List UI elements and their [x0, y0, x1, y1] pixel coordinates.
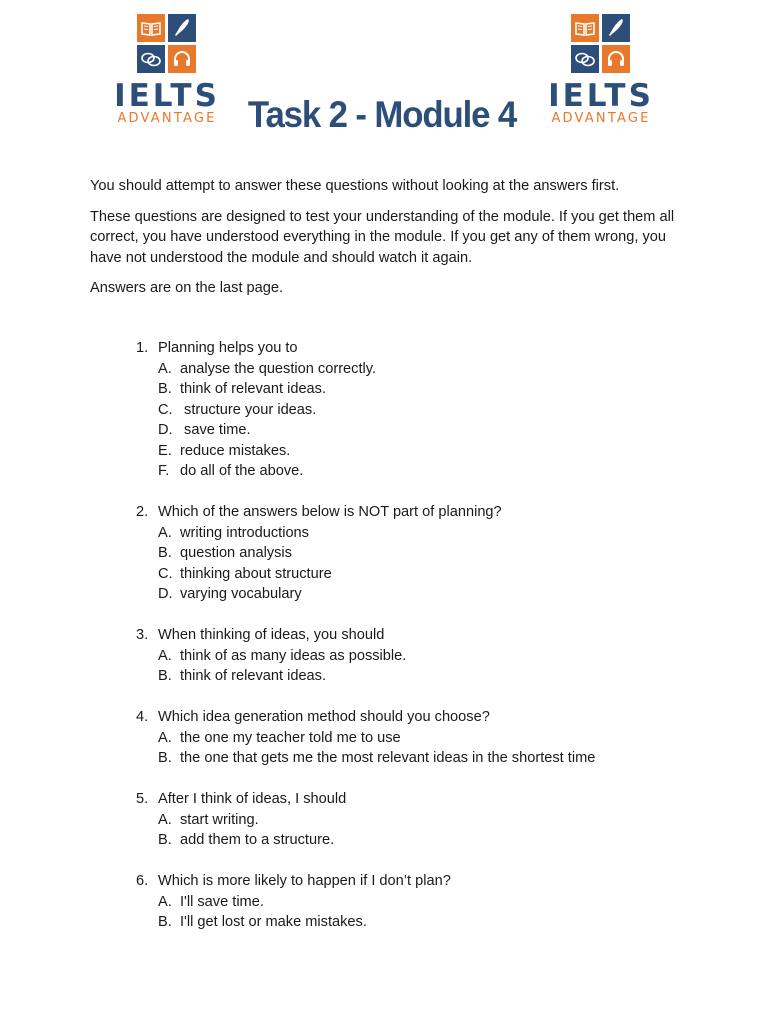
- question-item: [136, 502, 696, 605]
- option-letter: B.: [158, 545, 172, 561]
- logo-brand-text: IELTS: [548, 78, 654, 114]
- question-number: 1.: [136, 340, 149, 356]
- option-text: the one my teacher told me to use: [180, 729, 401, 746]
- option-letter: B.: [158, 750, 172, 766]
- speech-bubbles-icon: [571, 45, 599, 73]
- question-item: [136, 707, 696, 769]
- answer-option: [158, 646, 696, 667]
- option-letter: A.: [158, 360, 172, 377]
- answer-option: [158, 748, 696, 769]
- question-text: After I think of ideas, I should: [158, 791, 347, 807]
- option-text: do all of the above.: [180, 463, 304, 479]
- intro-paragraph-2: These questions are designed to test your understanding of the module. If you get them all correct, you have understood everything in the module. If you get any of them wrong, you have not understood the module and should watch it again.: [90, 208, 675, 266]
- logo-tiles: [137, 14, 197, 76]
- headphones-icon: [602, 45, 630, 73]
- answer-option: [158, 461, 696, 482]
- answer-option: [158, 830, 696, 851]
- question-number: 6.: [136, 873, 149, 889]
- question-number: 2.: [136, 504, 149, 520]
- logo-sub-text: ADVANTAGE: [551, 111, 651, 126]
- answer-option: [158, 379, 696, 400]
- option-text: structure your ideas.: [180, 401, 317, 418]
- question-text: Planning helps you to: [158, 340, 298, 356]
- question-text: Which of the answers below is NOT part of planning?: [158, 504, 502, 520]
- option-letter: A.: [158, 647, 172, 664]
- question-number: 4.: [136, 709, 149, 725]
- option-text: add them to a structure.: [180, 832, 335, 848]
- question-number: 5.: [136, 791, 149, 807]
- question-list: [136, 338, 696, 953]
- option-letter: D.: [158, 422, 173, 438]
- question-item: [136, 625, 696, 687]
- answer-option: [158, 912, 696, 933]
- logo-sub-text: ADVANTAGE: [117, 111, 217, 126]
- option-letter: A.: [158, 524, 172, 541]
- option-letter: A.: [158, 729, 172, 746]
- logo-brand-text: IELTS: [114, 78, 220, 114]
- option-letter: A.: [158, 893, 172, 910]
- answer-option: [158, 810, 696, 831]
- question-text: When thinking of ideas, you should: [158, 627, 385, 643]
- open-book-icon: [571, 14, 599, 42]
- option-text: reduce mistakes.: [180, 442, 291, 459]
- answer-option: [158, 400, 696, 421]
- option-letter: D.: [158, 586, 173, 602]
- answer-option: [158, 441, 696, 462]
- option-letter: C.: [158, 565, 173, 582]
- page-title: Task 2 - Module 4: [247, 94, 517, 135]
- option-letter: E.: [158, 442, 172, 459]
- question-item: [136, 789, 696, 851]
- option-text: start writing.: [180, 811, 259, 828]
- option-text: think of relevant ideas.: [180, 381, 327, 397]
- option-text: the one that gets me the most relevant ideas in the shortest time: [180, 750, 596, 766]
- answer-option: [158, 892, 696, 913]
- option-text: think of as many ideas as possible.: [180, 647, 407, 664]
- option-letter: B.: [158, 914, 172, 930]
- headphones-icon: [168, 45, 196, 73]
- option-text: writing introductions: [180, 524, 309, 541]
- option-text: question analysis: [180, 545, 292, 561]
- option-text: analyse the question correctly.: [180, 360, 377, 377]
- answer-option: [158, 359, 696, 380]
- logo-tiles: [571, 14, 631, 76]
- question-item: [136, 871, 696, 933]
- open-book-icon: [137, 14, 165, 42]
- option-text: I'll save time.: [180, 893, 264, 910]
- option-letter: F.: [158, 463, 170, 479]
- option-letter: B.: [158, 668, 172, 684]
- question-text: Which is more likely to happen if I don’t plan?: [158, 873, 451, 889]
- answer-option: [158, 584, 696, 605]
- answer-option: [158, 666, 696, 687]
- option-letter: C.: [158, 401, 173, 418]
- option-text: think of relevant ideas.: [180, 668, 327, 684]
- option-text: I'll get lost or make mistakes.: [180, 914, 367, 930]
- question-number: 3.: [136, 627, 149, 643]
- intro-section: [90, 176, 690, 309]
- answer-option: [158, 420, 696, 441]
- option-text: varying vocabulary: [180, 586, 302, 602]
- answer-option: [158, 564, 696, 585]
- pen-icon: [602, 14, 630, 42]
- option-text: save time.: [180, 422, 251, 438]
- intro-paragraph-1: You should attempt to answer these questions without looking at the answers first.: [90, 178, 620, 194]
- answer-option: [158, 728, 696, 749]
- pen-icon: [168, 14, 196, 42]
- option-text: thinking about structure: [180, 565, 332, 582]
- answer-option: [158, 543, 696, 564]
- option-letter: A.: [158, 811, 172, 828]
- question-text: Which idea generation method should you choose?: [158, 709, 490, 725]
- question-item: [136, 338, 696, 482]
- page-header: [0, 0, 768, 150]
- option-letter: B.: [158, 832, 172, 848]
- answer-option: [158, 523, 696, 544]
- option-letter: B.: [158, 381, 172, 397]
- intro-paragraph-3: Answers are on the last page.: [90, 280, 284, 296]
- speech-bubbles-icon: [137, 45, 165, 73]
